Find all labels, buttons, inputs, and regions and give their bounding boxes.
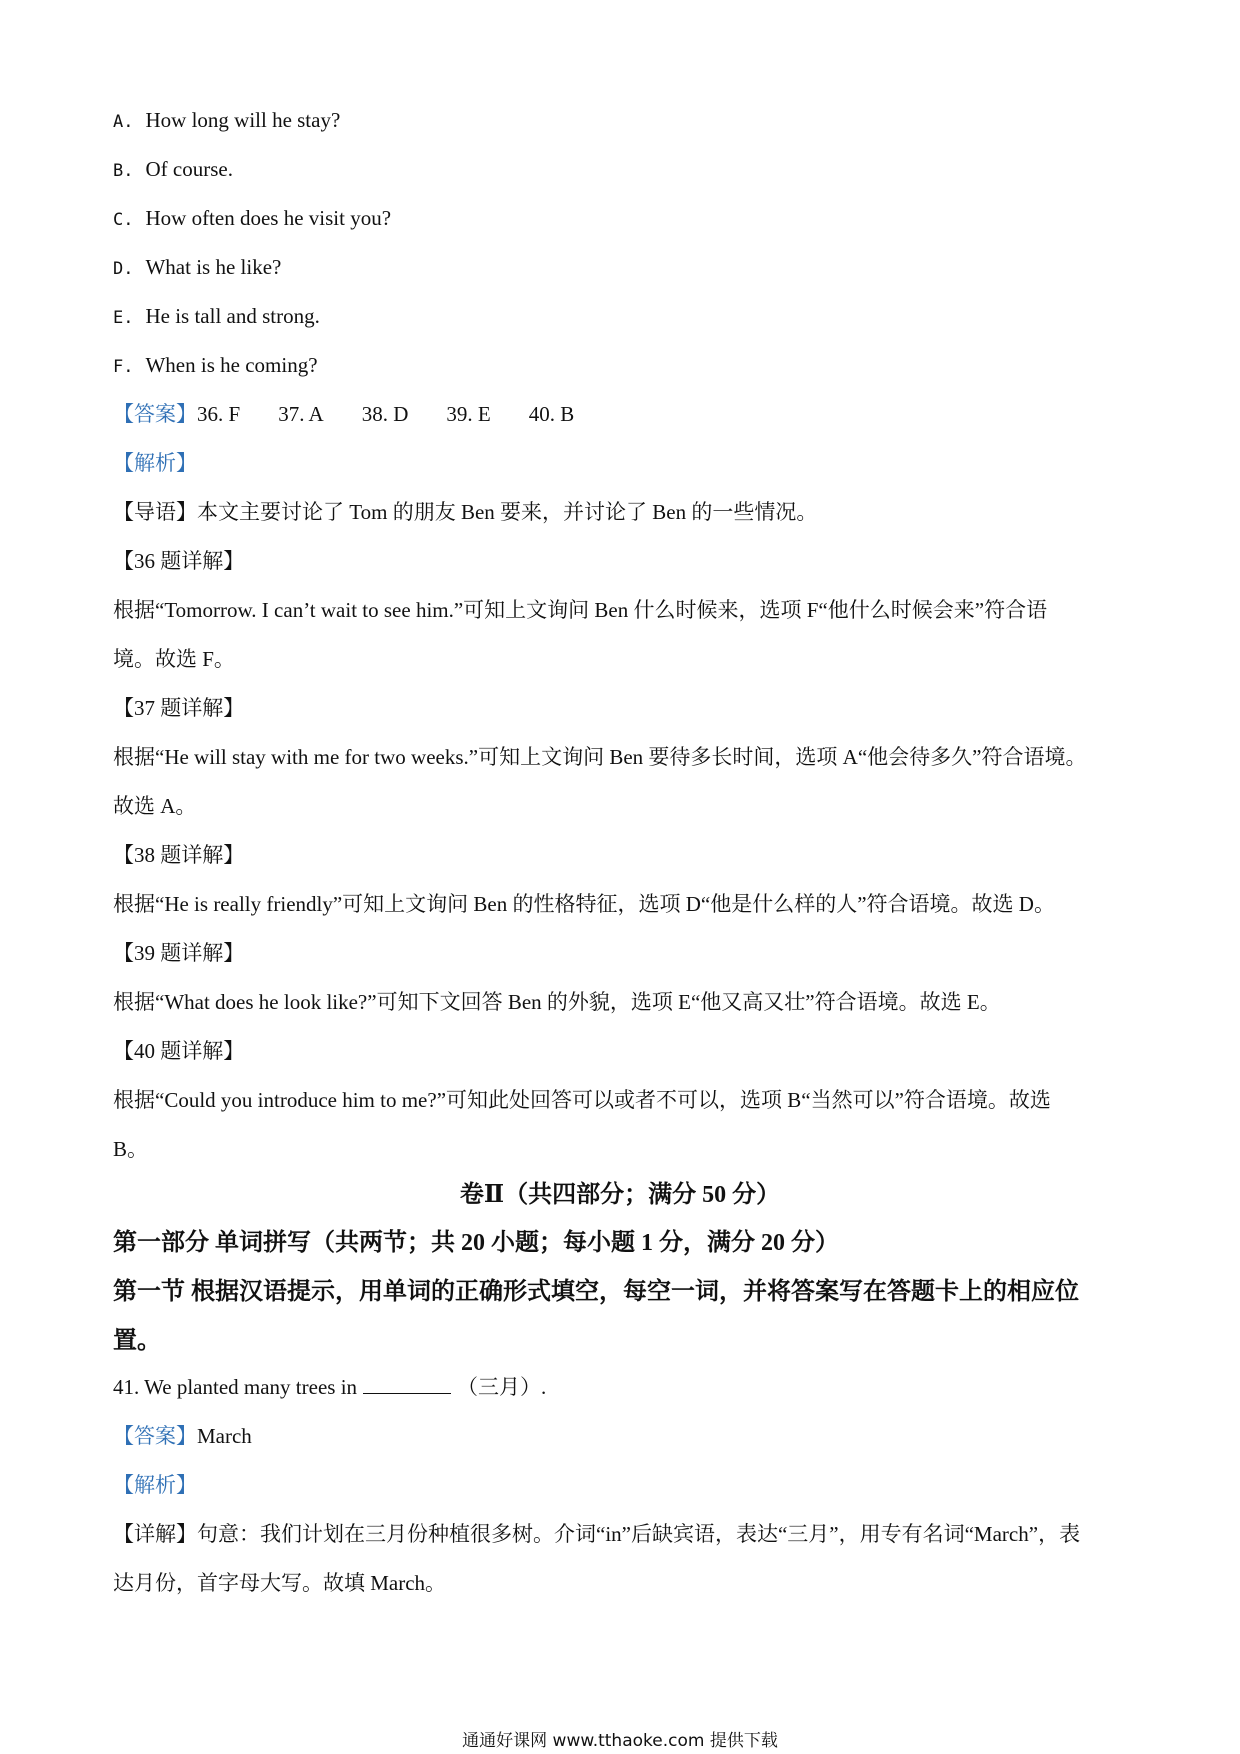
q41-answer: 【答案】March <box>113 1424 252 1448</box>
detail-heading-39: 【39 题详解】 <box>113 941 245 965</box>
option-a: A. How long will he stay? <box>113 108 341 132</box>
option-e: E. He is tall and strong. <box>113 304 320 328</box>
q41-detail-line-2: 达月份，首字母大写。故填 March。 <box>113 1571 447 1595</box>
answer-blank <box>363 1373 451 1394</box>
answer-item: 36. F <box>197 402 241 426</box>
answer-item: 40. B <box>528 402 575 426</box>
detail-heading-38: 【38 题详解】 <box>113 843 245 867</box>
detail-heading-40: 【40 题详解】 <box>113 1039 245 1063</box>
q41-analysis-label: 【解析】 <box>113 1473 197 1497</box>
intro-text: 【导语】本文主要讨论了 Tom 的朋友 Ben 要来，并讨论了 Ben 的一些情况。 <box>113 500 818 524</box>
subsection-line-1: 第一节 根据汉语提示，用单词的正确形式填空，每空一词，并将答案写在答题卡上的相应位 <box>113 1279 1079 1305</box>
option-b: B. Of course. <box>113 157 233 181</box>
answer-item: 37. A <box>278 402 324 426</box>
detail-39-line-1: 根据“What does he look like?”可知下文回答 Ben 的外貌，选项 E“他又高又壮”符合语境。故选 E。 <box>113 990 1001 1014</box>
option-f: F. When is he coming? <box>113 353 318 377</box>
option-d: D. What is he like? <box>113 255 282 279</box>
detail-heading-37: 【37 题详解】 <box>113 696 245 720</box>
detail-36-line-1: 根据“Tomorrow. I can’t wait to see him.”可知上文询问 Ben 什么时候来，选项 F“他什么时候会来”符合语 <box>113 598 1048 622</box>
detail-37-line-1: 根据“He will stay with me for two weeks.”可知上文询问 Ben 要待多长时间，选项 A“他会待多久”符合语境。 <box>113 745 1087 769</box>
analysis-label: 【解析】 <box>113 451 197 475</box>
section-title: 卷Ⅱ（共四部分；满分 50 分） <box>459 1182 781 1208</box>
detail-38-line-1: 根据“He is really friendly”可知上文询问 Ben 的性格特征，选项 D“他是什么样的人”符合语境。故选 D。 <box>113 892 1055 916</box>
part-title: 第一部分 单词拼写（共两节；共 20 小题；每小题 1 分，满分 20 分） <box>113 1230 839 1256</box>
q41-detail-line-1: 【详解】句意：我们计划在三月份种植很多树。介词“in”后缺宾语，表达“三月”，用专有名词“March”，表 <box>113 1522 1081 1546</box>
detail-40-line-1: 根据“Could you introduce him to me?”可知此处回答可以或者不可以，选项 B“当然可以”符合语境。故选 <box>113 1088 1051 1112</box>
detail-heading-36: 【36 题详解】 <box>113 549 245 573</box>
answer-item: 38. D <box>361 402 409 426</box>
page-footer: 通通好课网 www.tthaoke.com 提供下载 <box>462 1731 778 1751</box>
question-41: 41. We planted many trees in （三月）. <box>113 1375 547 1399</box>
answer-line: 【答案】36. F 37. A 38. D 39. E 40. B <box>113 399 612 429</box>
detail-36-line-2: 境。故选 F。 <box>113 647 235 671</box>
detail-40-line-2: B。 <box>113 1137 149 1161</box>
detail-37-line-2: 故选 A。 <box>113 794 197 818</box>
answer-item: 39. E <box>446 402 491 426</box>
subsection-line-2: 置。 <box>113 1328 161 1354</box>
option-c: C. How often does he visit you? <box>113 206 392 230</box>
